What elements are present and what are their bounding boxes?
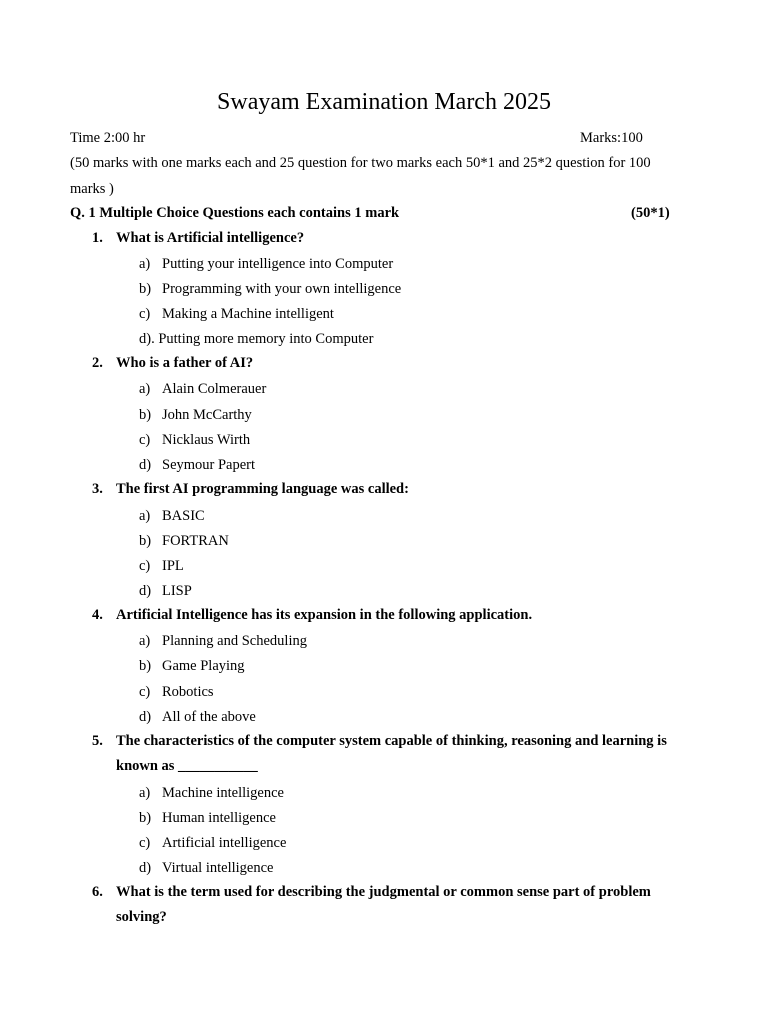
option-text: Alain Colmerauer (162, 381, 267, 397)
option-text: BASIC (162, 508, 205, 524)
question (92, 880, 700, 930)
option-label: b) (139, 407, 152, 423)
option (139, 507, 205, 525)
option (139, 330, 373, 348)
option (139, 809, 276, 827)
question-number: 6. (92, 884, 103, 900)
question-text: What is Artificial intelligence? (116, 230, 305, 246)
option-label: c) (139, 432, 151, 448)
option-label: b) (139, 533, 152, 549)
question-text: The first AI programming language was called: (116, 481, 409, 497)
question-number: 4. (92, 607, 103, 623)
exam-marks: Marks:100 (580, 130, 643, 146)
option-label: a) (139, 785, 151, 801)
option-text: Putting your intelligence into Computer (162, 256, 394, 272)
question-text: What is the term used for describing the judgmental or common sense part of problem solving? (116, 884, 651, 925)
exam-title: Swayam Examination March 2025 (217, 89, 551, 115)
option-text: Making a Machine intelligent (162, 306, 334, 322)
question (92, 477, 700, 502)
option-label: c) (139, 684, 151, 700)
option (139, 431, 250, 449)
option-text: FORTRAN (162, 533, 229, 549)
option (139, 708, 256, 726)
option (139, 784, 284, 802)
option (139, 380, 266, 398)
question (92, 729, 700, 779)
option-label: d) (139, 583, 152, 599)
marks-note-line1: (50 marks with one marks each and 25 question for two marks each 50*1 and 25*2 question for 100 (70, 155, 651, 171)
option-label: a) (139, 633, 151, 649)
question-number: 2. (92, 355, 103, 371)
option (139, 305, 334, 323)
option (139, 859, 273, 877)
option (139, 582, 192, 600)
option-text: IPL (162, 558, 184, 574)
option-label: b) (139, 281, 152, 297)
question-text: The characteristics of the computer system capable of thinking, reasoning and learning is known as ___________ (116, 733, 667, 774)
option-label: c) (139, 558, 151, 574)
option-text: Seymour Papert (162, 457, 256, 473)
option-label: b) (139, 658, 152, 674)
option (139, 683, 214, 701)
option-text: Putting more memory into Computer (158, 331, 374, 347)
exam-time: Time 2:00 hr (70, 130, 146, 146)
question-text: Artificial Intelligence has its expansion in the following application. (116, 607, 533, 623)
marks-note-line2: marks ) (70, 181, 114, 197)
option-label: b) (139, 810, 152, 826)
option-text: Game Playing (162, 658, 245, 674)
option-text: Programming with your own intelligence (162, 281, 402, 297)
question-number: 5. (92, 733, 103, 749)
option-text: John McCarthy (162, 407, 252, 423)
option-text: Nicklaus Wirth (162, 432, 251, 448)
option (139, 834, 286, 852)
question (92, 603, 700, 628)
section-heading: Q. 1 Multiple Choice Questions each contains 1 mark (70, 205, 400, 221)
option-text: LISP (162, 583, 192, 599)
question-number: 1. (92, 230, 103, 246)
option (139, 255, 393, 273)
option-text: Human intelligence (162, 810, 276, 826)
question-number: 3. (92, 481, 103, 497)
option (139, 406, 252, 424)
option-text: Robotics (162, 684, 214, 700)
option (139, 632, 307, 650)
option-label: c) (139, 306, 151, 322)
option-text: Artificial intelligence (162, 835, 287, 851)
option-label: c) (139, 835, 151, 851)
option-label: d). (139, 331, 155, 347)
option-label: a) (139, 381, 151, 397)
option-label: d) (139, 860, 152, 876)
option-label: a) (139, 508, 151, 524)
option-text: All of the above (162, 709, 256, 725)
option (139, 657, 245, 675)
option-label: d) (139, 457, 152, 473)
option (139, 557, 184, 575)
question (92, 226, 700, 251)
option-label: a) (139, 256, 151, 272)
question (92, 351, 700, 376)
option-text: Virtual intelligence (162, 860, 274, 876)
option (139, 456, 255, 474)
option (139, 532, 229, 550)
section-marks: (50*1) (631, 205, 670, 221)
option (139, 280, 401, 298)
option-label: d) (139, 709, 152, 725)
question-text: Who is a father of AI? (116, 355, 254, 371)
option-text: Machine intelligence (162, 785, 284, 801)
option-text: Planning and Scheduling (162, 633, 307, 649)
